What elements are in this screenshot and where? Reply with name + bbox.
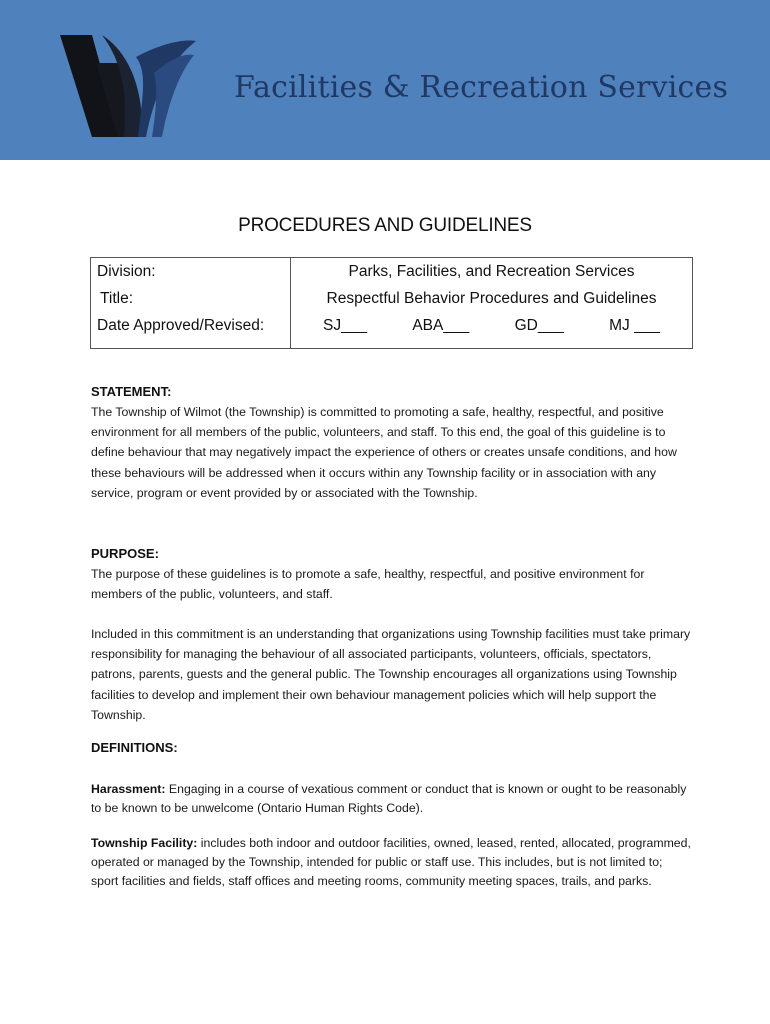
- harassment-term: Harassment:: [91, 782, 166, 796]
- approval-aba: ABA___: [412, 317, 470, 334]
- definitions-title: DEFINITIONS:: [91, 740, 178, 755]
- approval-gd: GD___: [514, 317, 564, 334]
- wilmot-logo-icon: [58, 33, 198, 139]
- harassment-text: Engaging in a course of vexatious comment or conduct that is known or ought to be reasonably to be known to be unwelcome (Ontario Human Rights Code).: [91, 782, 687, 815]
- statement-title: STATEMENT:: [91, 384, 172, 399]
- date-label: Date Approved/Revised:: [97, 317, 265, 334]
- division-label: Division:: [97, 263, 156, 280]
- approval-mj: MJ ___: [609, 317, 660, 334]
- definition-township-facility: [91, 834, 691, 891]
- document-heading: PROCEDURES AND GUIDELINES: [238, 215, 532, 236]
- statement-text: The Township of Wilmot (the Township) is committed to promoting a safe, healthy, respectful, and positive environment for all members of the public, volunteers, and staff. To this end, the goal of this guideline is to define behaviour that may negatively impact the experience of others or creates unsafe conditions, and how these behaviours will be addressed when it occurs within any Township facility or in association with any service, program or event provided by or associated with the Township.: [91, 405, 677, 500]
- info-table: [90, 257, 693, 349]
- facility-term: Township Facility:: [91, 836, 198, 850]
- definition-harassment: [91, 780, 691, 818]
- info-labels: [91, 258, 291, 349]
- page-header: [0, 0, 770, 160]
- title-label: Title:: [100, 290, 134, 307]
- division-value: Parks, Facilities, and Recreation Services: [348, 263, 635, 280]
- approval-sj: SJ___: [323, 317, 367, 334]
- purpose-title: PURPOSE:: [91, 546, 159, 561]
- approval-initials: [291, 312, 692, 339]
- info-values: [291, 258, 693, 349]
- facility-text: includes both indoor and outdoor facilities, owned, leased, rented, allocated, programmed, operated or managed by the Township, intended for public or staff use. This includes, but is not limited to; sport facilities and fields, staff offices and meeting rooms, community meeting spaces, trails, and parks.: [91, 836, 691, 888]
- purpose-text-2: Included in this commitment is an understanding that organizations using Township facilities must take primary responsibility for managing the behaviour of all associated participants, volunteers, officials, spectators, patrons, parents, guests and the general public. The Township encourages all organizations using Township facilities to develop and implement their own behaviour management policies which will help support the Township.: [91, 627, 691, 722]
- purpose-text-1: The purpose of these guidelines is to promote a safe, healthy, respectful, and positive environment for members of the public, volunteers, and staff.: [91, 567, 645, 602]
- header-title: Facilities & Recreation Services: [234, 70, 729, 105]
- title-value: Respectful Behavior Procedures and Guidelines: [326, 290, 657, 307]
